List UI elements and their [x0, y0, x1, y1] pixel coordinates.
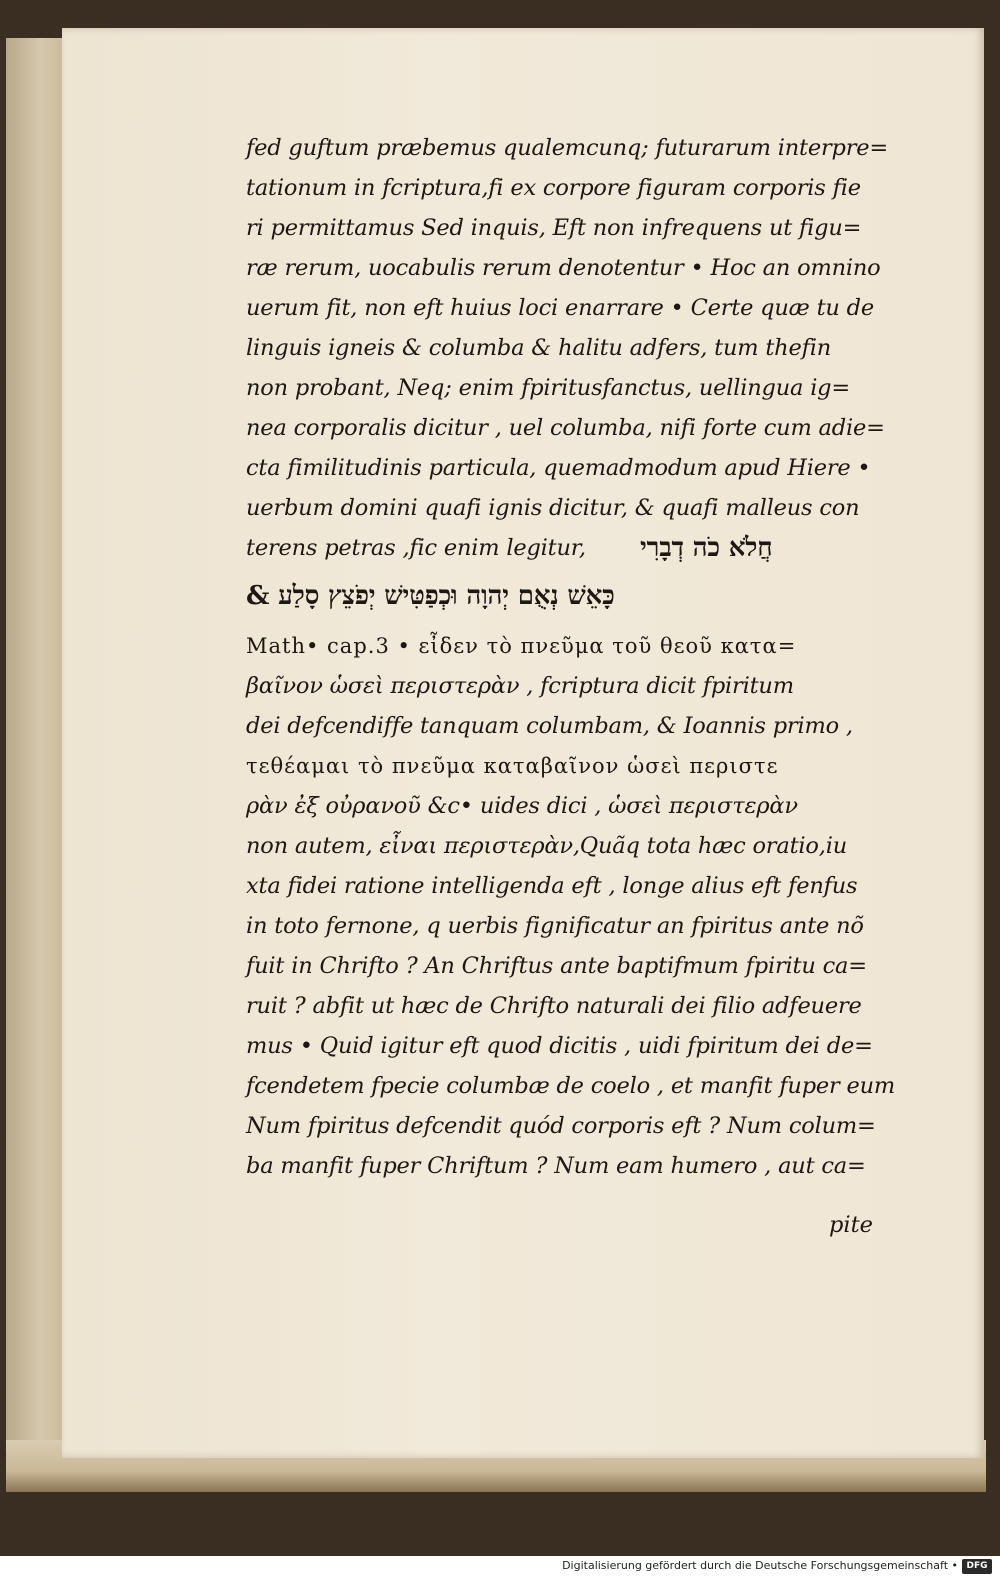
- text-line-5: uerum fit, non eft huius loci enarrare • Certe quæ tu de: [246, 295, 874, 321]
- text-line-25: Num fpiritus defcendit quód corporis eft ? Num colum=: [246, 1113, 876, 1139]
- text-line-8: nea corporalis dicitur , uel columba, nifi forte cum adie=: [246, 415, 885, 441]
- text-line-17: ρὰν ἐξ οὐρανοῦ &c• uides dici , ὡσεὶ περιστερὰν: [246, 793, 798, 819]
- catchword: pite: [829, 1212, 873, 1238]
- text-line-14: βαῖνον ὡσεὶ περιστερὰν , fcriptura dicit fpiritum: [246, 673, 794, 699]
- text-line-20: in toto fernone, q uerbis fignificatur an fpiritus ante nõ: [246, 913, 864, 939]
- text-line-4: ræ rerum, uocabulis rerum denotentur • Hoc an omnino: [246, 255, 881, 281]
- text-line-7: non probant, Neq; enim fpiritusfanctus, uellingua ig=: [246, 375, 851, 401]
- text-line-10: uerbum domini quafi ignis dicitur, & quafi malleus con: [246, 495, 860, 521]
- hebrew-line: & כָּאֵשׁ נְאֻם יְהוָה וּכְפַטִּישׁ יְפֹצֵץ סָלַע: [246, 581, 615, 611]
- text-line-18: non autem, εἶναι περιστερὰν,Quãq tota hæc oratio,iu: [246, 833, 848, 859]
- hebrew-inline-text: חֲלֹא כֹה דְבָרִי: [640, 533, 773, 563]
- text-line-13: Math• cap.3 • εἶδεν τὸ πνεῦμα τοῦ θεοῦ κατα=: [246, 634, 797, 658]
- text-line-9: cta fimilitudinis particula, quemadmodum apud Hiere •: [246, 455, 871, 481]
- text-line-24: fcendetem fpecie columbæ de coelo , et manfit fuper eum: [246, 1073, 896, 1099]
- text-line-26: ba manfit fuper Chriftum ? Num eam humero , aut ca=: [246, 1153, 866, 1179]
- book-left-edge: [6, 38, 64, 1478]
- digitization-footer: [0, 1556, 1000, 1579]
- text-line-6: linguis igneis & columba & halitu adfers, tum thefin: [246, 335, 832, 361]
- dfg-logo-icon: DFG: [962, 1559, 992, 1574]
- text-line-21: fuit in Chrifto ? An Chriftus ante baptifmum fpiritu ca=: [246, 953, 867, 979]
- funding-credit: Digitalisierung gefördert durch die Deutsche Forschungsgemeinschaft •: [562, 1559, 958, 1572]
- text-line-1: fed guftum præbemus qualemcunq; futurarum interpre=: [246, 135, 889, 161]
- text-line-11: terens petras ,fic enim legitur,: [246, 535, 586, 561]
- text-line-23: mus • Quid igitur eft quod dicitis , uidi fpiritum dei de=: [246, 1033, 873, 1059]
- text-line-19: xta fidei ratione intelligenda eft , longe alius eft fenfus: [246, 873, 858, 899]
- text-line-15: dei defcendiffe tanquam columbam, & Ioannis primo ,: [246, 713, 853, 739]
- text-line-22: ruit ? abfit ut hæc de Chrifto naturali dei filio adfeuere: [246, 993, 862, 1019]
- text-line-16: τεθέαμαι τὸ πνεῦμα καταβαῖνον ὡσεὶ περιστε: [246, 754, 779, 778]
- text-line-2: tationum in fcriptura,fi ex corpore figuram corporis fie: [246, 175, 861, 201]
- text-line-3: ri permittamus Sed inquis, Eft non infrequens ut figu=: [246, 215, 862, 241]
